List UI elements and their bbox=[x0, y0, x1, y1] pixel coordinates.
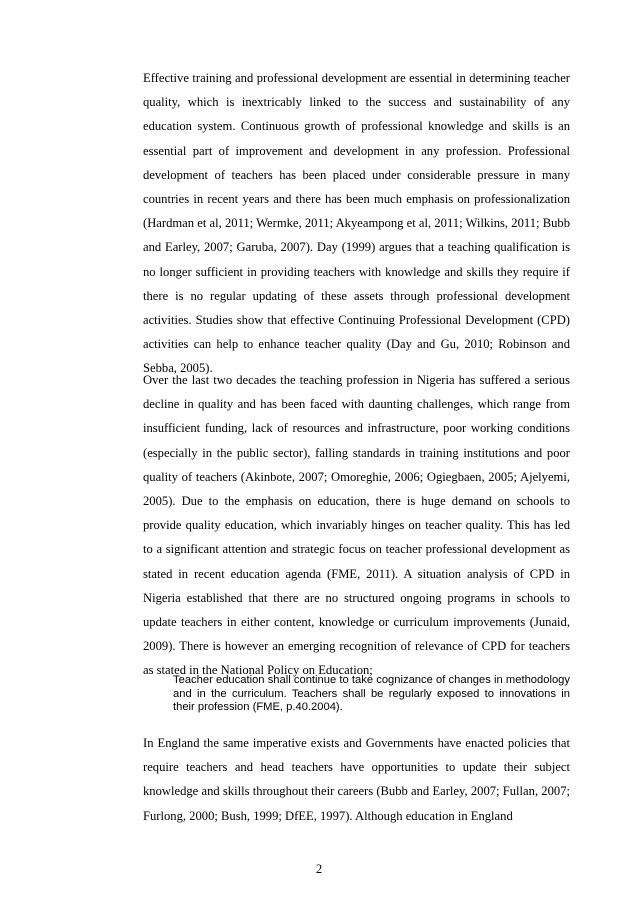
paragraph-england-context: In England the same imperative exists and Governments have enacted policies that require teachers and head teachers have opportunities to update their subject knowledge and skills throughout their careers (Bubb and Earley, 2007; Fullan, 2007; Furlong, 2000; Bush, 1999; DfEE, 1997). Although education in England bbox=[143, 736, 570, 823]
paragraph-cpd-importance: Effective training and professional development are essential in determining teacher quality, which is inextricably linked to the success and sustainability of any education system. Continuous growth of professional knowledge and skills is an essential part of improvement and development in any profession. Professional development of teachers has been placed under considerable pressure in many countries in recent years and there has been much emphasis on professionalization (Hardman et al, 2011; Wermke, 2011; Akyeampong et al, 2011; Wilkins, 2011; Bubb and Earley, 2007; Garuba, 2007). Day (1999) argues that a teaching qualification is no longer sufficient in providing teachers with knowledge and skills they require if there is no regular updating of these assets through professional development activities. Studies show that effective Continuing Professional Development (CPD) activities can help to enhance teacher quality (Day and Gu, 2010; Robinson and Sebba, 2005). bbox=[143, 71, 570, 376]
page-number: 2 bbox=[315, 862, 323, 876]
paragraph-nigeria-context: Over the last two decades the teaching profession in Nigeria has suffered a serious decline in quality and has been faced with daunting challenges, which range from insufficient funding, lack of resources and infrastructure, poor working conditions (especially in the public sector), falling standards in training institutions and poor quality of teachers (Akinbote, 2007; Omoreghie, 2006; Ogiegbaen, 2005; Ajelyemi, 2005). Due to the emphasis on education, there is huge demand on schools to provide quality education, which invariably hinges on teacher quality. This has led to a significant attention and strategic focus on teacher professional development as stated in recent education agenda (FME, 2011). A situation analysis of CPD in Nigeria established that there are no structured ongoing programs in schools to update teachers in either content, knowledge or curriculum improvements (Junaid, 2009). There is however an emerging recognition of relevance of CPD for teachers as stated in the National Policy on Education; bbox=[143, 373, 570, 678]
block-quote: Teacher education shall continue to take cognizance of changes in methodology and in the curriculum. Teachers shall be regularly exposed to innovations in their profession (FME, p.40.2004). bbox=[173, 674, 570, 713]
